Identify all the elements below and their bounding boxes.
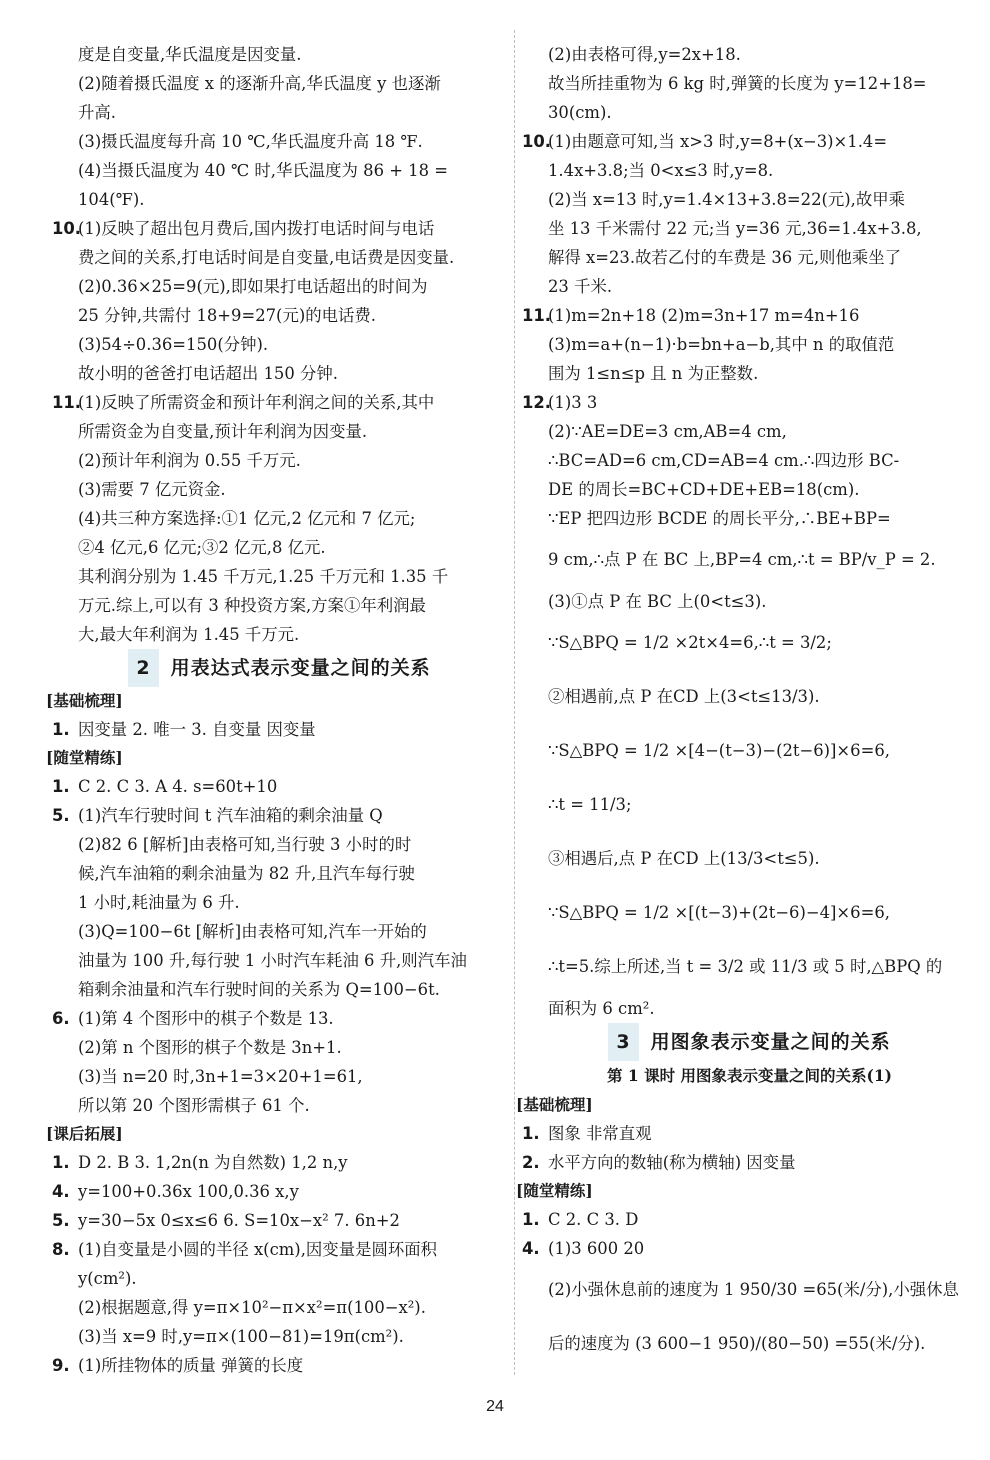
answer-line: (2)第 n 个图形的棋子个数是 3n+1. <box>78 1038 342 1057</box>
answer-text: (1)由题意可知,当 x>3 时,y=8+(x−3)×1.4= <box>548 132 888 151</box>
question-number: 1. <box>52 720 70 739</box>
answer-line: (2)∵AE=DE=3 cm,AB=4 cm, <box>548 422 787 441</box>
answer-line: 9 cm,∴点 P 在 BC 上,BP=4 cm,∴t = BP/v_P = 2. <box>548 550 936 569</box>
section-title: 用图象表示变量之间的关系 <box>650 1031 891 1053</box>
answer-line: 费之间的关系,打电话时间是自变量,电话费是因变量. <box>78 248 455 267</box>
question-number: 1. <box>52 777 70 796</box>
answer-line: (3)54÷0.36=150(分钟). <box>78 335 269 354</box>
answer-line: (2)根据题意,得 y=π×10²−π×x²=π(100−x²). <box>78 1298 426 1317</box>
question-number: 9. <box>52 1356 70 1375</box>
answer-line: ∴t=5.综上所述,当 t = 3/2 或 11/3 或 5 时,△BPQ 的 <box>548 957 943 976</box>
answer-line: ∵S△BPQ = 1/2 ×[(t−3)+(2t−6)−4]×6=6, <box>548 903 890 922</box>
answer-line: DE 的周长=BC+CD+DE+EB=18(cm). <box>548 480 860 499</box>
answer-text: C 2. C 3. D <box>548 1210 639 1229</box>
question-number: 2. <box>522 1153 540 1172</box>
answer-line: (4)当摄氏温度为 40 ℃ 时,华氏温度为 86 + 18 = <box>78 161 448 180</box>
answer-line: 万元.综上,可以有 3 种投资方案,方案①年利润最 <box>78 596 426 615</box>
section-tag: [课后拓展] <box>46 1124 123 1143</box>
answer-line: 候,汽车油箱的剩余油量为 82 升,且汽车每行驶 <box>78 864 415 883</box>
answer-text: (1)3 600 20 <box>548 1239 645 1258</box>
answer-text: C 2. C 3. A 4. s=60t+10 <box>78 777 278 796</box>
question-number: 10. <box>522 132 552 151</box>
numbered-answer <box>52 1177 507 1206</box>
answer-text: (1)所挂物体的质量 弹簧的长度 <box>78 1356 304 1375</box>
numbered-answer <box>52 388 507 417</box>
numbered-answer <box>52 1004 507 1033</box>
answer-line: 后的速度为 (3 600−1 950)/(80−50) =55(米/分). <box>548 1334 926 1353</box>
answer-text: (1)汽车行驶时间 t 汽车油箱的剩余油量 Q <box>78 806 383 825</box>
question-number: 4. <box>522 1239 540 1258</box>
left-column <box>46 40 507 1380</box>
section-number: 2 <box>128 649 158 687</box>
section-tag: [随堂精练] <box>516 1181 593 1200</box>
question-number: 8. <box>52 1240 70 1259</box>
answer-line: y(cm²). <box>78 1269 137 1288</box>
numbered-answer <box>52 1148 507 1177</box>
answer-line: 油量为 100 升,每行驶 1 小时汽车耗油 6 升,则汽车油 <box>78 951 467 970</box>
answer-text: (1)自变量是小圆的半径 x(cm),因变量是圆环面积 <box>78 1240 438 1259</box>
answer-line: 25 分钟,共需付 18+9=27(元)的电话费. <box>78 306 376 325</box>
answer-line: ∵EP 把四边形 BCDE 的周长平分,∴BE+BP= <box>548 509 891 528</box>
numbered-answer <box>522 127 977 156</box>
question-number: 1. <box>522 1124 540 1143</box>
question-number: 10. <box>52 219 82 238</box>
section-tag: [基础梳理] <box>46 691 123 710</box>
answer-line: 1.4x+3.8;当 0<x≤3 时,y=8. <box>548 161 774 180</box>
question-number: 5. <box>52 806 70 825</box>
section-heading <box>522 1023 977 1061</box>
answer-line: 升高. <box>78 103 116 122</box>
section-tag: [随堂精练] <box>46 748 123 767</box>
answer-line: 故小明的爸爸打电话超出 150 分钟. <box>78 364 338 383</box>
answer-line: (2)由表格可得,y=2x+18. <box>548 45 741 64</box>
answer-line: 其利润分别为 1.45 千万元,1.25 千万元和 1.35 千 <box>78 567 449 586</box>
answer-text: (1)反映了超出包月费后,国内拨打电话时间与电话 <box>78 219 435 238</box>
question-number: 5. <box>52 1211 70 1230</box>
answer-line: (3)摄氏温度每升高 10 ℃,华氏温度升高 18 ℉. <box>78 132 423 151</box>
answer-line: 所需资金为自变量,预计年利润为因变量. <box>78 422 368 441</box>
lesson-title: 第 1 课时 用图象表示变量之间的关系(1) <box>607 1066 892 1085</box>
question-number: 11. <box>52 393 82 412</box>
numbered-answer <box>52 801 507 830</box>
answer-line: 解得 x=23.故若乙付的车费是 36 元,则他乘坐了 <box>548 248 901 267</box>
answer-line: 30(cm). <box>548 103 612 122</box>
answer-line: (3)当 n=20 时,3n+1=3×20+1=61, <box>78 1067 363 1086</box>
page-number: 24 <box>486 1398 504 1415</box>
answer-line: (2)当 x=13 时,y=1.4×13+3.8=22(元),故甲乘 <box>548 190 906 209</box>
answer-line: (4)共三种方案选择:①1 亿元,2 亿元和 7 亿元; <box>78 509 416 528</box>
right-column <box>516 40 977 1371</box>
question-number: 1. <box>52 1153 70 1172</box>
answer-text: 因变量 2. 唯一 3. 自变量 因变量 <box>78 720 316 739</box>
answer-line: ∵S△BPQ = 1/2 ×2t×4=6,∴t = 3/2; <box>548 633 832 652</box>
numbered-answer <box>522 388 977 417</box>
section-heading <box>52 649 507 687</box>
answer-text: D 2. B 3. 1,2n(n 为自然数) 1,2 n,y <box>78 1153 348 1172</box>
answer-line: (3)需要 7 亿元资金. <box>78 480 226 499</box>
numbered-answer <box>52 1351 507 1380</box>
answer-text: (1)m=2n+18 (2)m=3n+17 m=4n+16 <box>548 306 860 325</box>
numbered-answer <box>52 715 507 744</box>
numbered-answer <box>522 301 977 330</box>
section-title: 用表达式表示变量之间的关系 <box>170 657 431 679</box>
answer-text: y=30−5x 0≤x≤6 6. S=10x−x² 7. 6n+2 <box>78 1211 400 1230</box>
answer-text: 图象 非常直观 <box>548 1124 652 1143</box>
numbered-answer <box>522 1119 977 1148</box>
numbered-answer <box>52 772 507 801</box>
answer-line: (2)随着摄氏温度 x 的逐渐升高,华氏温度 y 也逐渐 <box>78 74 441 93</box>
section-tag: [基础梳理] <box>516 1095 593 1114</box>
numbered-answer <box>522 1234 977 1263</box>
section-number: 3 <box>608 1023 638 1061</box>
answer-text: (1)第 4 个图形中的棋子个数是 13. <box>78 1009 334 1028</box>
column-divider <box>514 30 515 1375</box>
answer-line: 面积为 6 cm². <box>548 999 655 1018</box>
answer-line: (2)预计年利润为 0.55 千万元. <box>78 451 301 470</box>
question-number: 4. <box>52 1182 70 1201</box>
answer-line: 故当所挂重物为 6 kg 时,弹簧的长度为 y=12+18= <box>548 74 927 93</box>
answer-line: (2)82 6 [解析]由表格可知,当行驶 3 小时的时 <box>78 835 412 854</box>
answer-line: 所以第 20 个图形需棋子 61 个. <box>78 1096 310 1115</box>
answer-line: (3)Q=100−6t [解析]由表格可知,汽车一开始的 <box>78 922 427 941</box>
answer-line: 箱剩余油量和汽车行驶时间的关系为 Q=100−6t. <box>78 980 440 999</box>
answer-line: (3)m=a+(n−1)·b=bn+a−b,其中 n 的取值范 <box>548 335 895 354</box>
answer-line: 围为 1≤n≤p 且 n 为正整数. <box>548 364 759 383</box>
answer-text: (1)反映了所需资金和预计年利润之间的关系,其中 <box>78 393 435 412</box>
answer-text: y=100+0.36x 100,0.36 x,y <box>78 1182 299 1201</box>
question-number: 12. <box>522 393 552 412</box>
answer-line: ②相遇前,点 P 在CD 上(3<t≤13/3). <box>548 687 820 706</box>
answer-line: ∵S△BPQ = 1/2 ×[4−(t−3)−(2t−6)]×6=6, <box>548 741 890 760</box>
answer-line: 大,最大年利润为 1.45 千万元. <box>78 625 300 644</box>
numbered-answer <box>522 1205 977 1234</box>
question-number: 6. <box>52 1009 70 1028</box>
answer-line: 104(℉). <box>78 190 145 209</box>
answer-text: (1)3 3 <box>548 393 598 412</box>
answer-line: 1 小时,耗油量为 6 升. <box>78 893 240 912</box>
answer-line: ∴t = 11/3; <box>548 795 632 814</box>
answer-line: (3)当 x=9 时,y=π×(100−81)=19π(cm²). <box>78 1327 404 1346</box>
question-number: 11. <box>522 306 552 325</box>
answer-line: (2)小强休息前的速度为 1 950/30 =65(米/分),小强休息 <box>548 1280 959 1299</box>
question-number: 1. <box>522 1210 540 1229</box>
answer-line: ③相遇后,点 P 在CD 上(13/3<t≤5). <box>548 849 820 868</box>
answer-line: 坐 13 千米需付 22 元;当 y=36 元,36=1.4x+3.8, <box>548 219 922 238</box>
answer-line: 23 千米. <box>548 277 613 296</box>
numbered-answer <box>522 1148 977 1177</box>
answer-line: (3)①点 P 在 BC 上(0<t≤3). <box>548 592 767 611</box>
answer-line: (2)0.36×25=9(元),即如果打电话超出的时间为 <box>78 277 428 296</box>
answer-line: 度是自变量,华氏温度是因变量. <box>78 45 302 64</box>
answer-text: 水平方向的数轴(称为横轴) 因变量 <box>548 1153 796 1172</box>
numbered-answer <box>52 1206 507 1235</box>
numbered-answer <box>52 1235 507 1264</box>
answer-line: ∴BC=AD=6 cm,CD=AB=4 cm.∴四边形 BC- <box>548 451 900 470</box>
numbered-answer <box>52 214 507 243</box>
answer-line: ②4 亿元,6 亿元;③2 亿元,8 亿元. <box>78 538 326 557</box>
